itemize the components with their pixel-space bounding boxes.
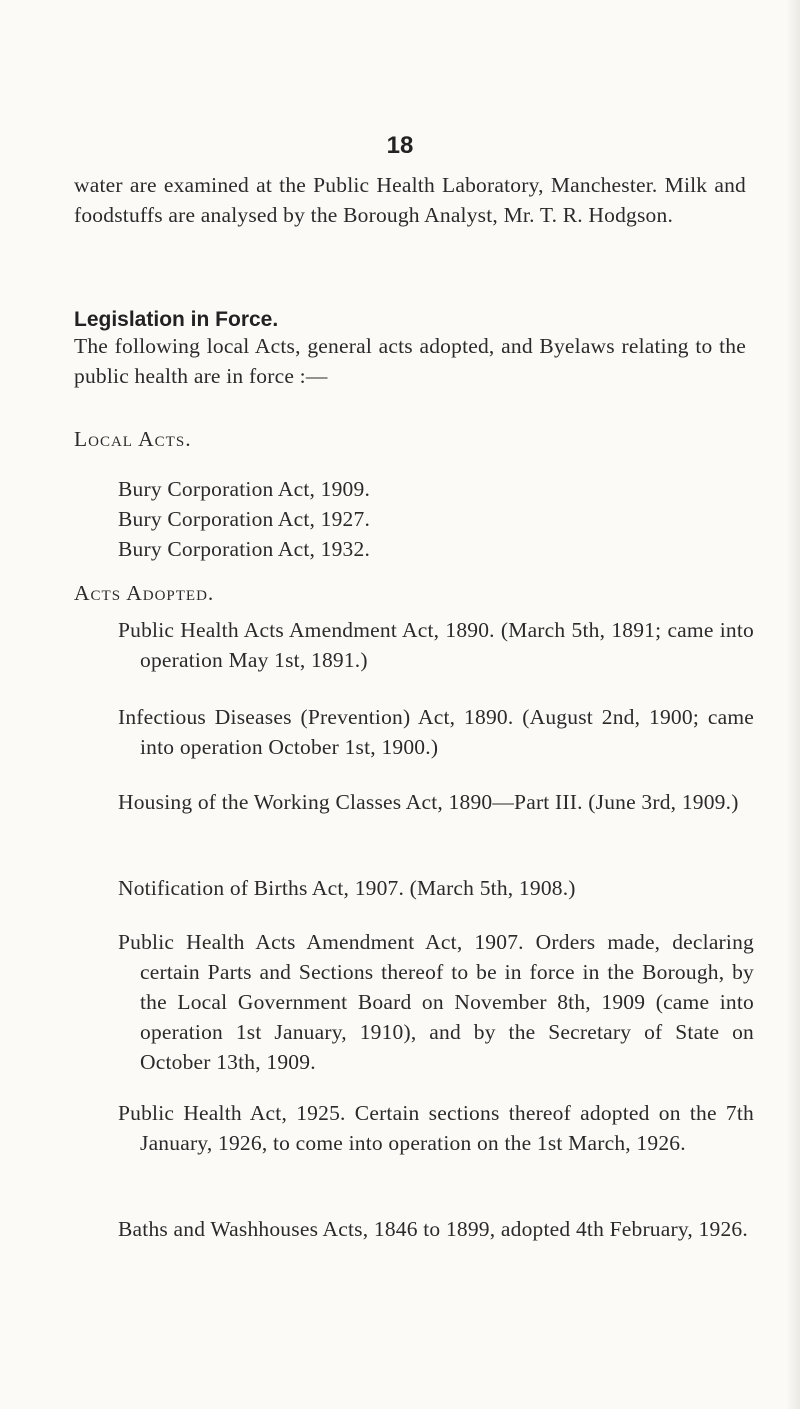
adopted-act-entry: Housing of the Working Classes Act, 1890—Part III. (June 3rd, 1909.): [118, 790, 739, 814]
adopted-act-entry: Public Health Acts Amendment Act, 1890. (March 5th, 1891; came into operation May 1st, 1891.): [118, 618, 754, 672]
adopted-act-entry: Public Health Act, 1925. Certain sections thereof adopted on the 7th January, 1926, to come into operation on the 1st March, 1926.: [118, 1101, 754, 1155]
local-act-item: Bury Corporation Act, 1927.: [118, 507, 371, 531]
local-acts-heading: Local Acts.: [74, 427, 192, 451]
page-edge-shadow: [786, 0, 800, 1409]
legislation-intro: The following local Acts, general acts adopted, and Byelaws relating to the public health are in force :—: [74, 334, 746, 388]
acts-adopted-heading: Acts Adopted.: [74, 581, 215, 605]
adopted-act-entry: Public Health Acts Amendment Act, 1907. Orders made, declaring certain Parts and Sections thereof to be in force in the Borough, by the Local Government Board on November 8th, 1909 (came into operation 1st January, 1910), and by the Secretary of State on October 13th, 1909.: [118, 930, 754, 1074]
adopted-act-entry: Notification of Births Act, 1907. (March 5th, 1908.): [118, 876, 576, 900]
page-number: 18: [386, 132, 414, 159]
legislation-heading: Legislation in Force.: [74, 308, 279, 331]
intro-paragraph: water are examined at the Public Health Laboratory, Manchester. Milk and foodstuffs are analysed by the Borough Analyst, Mr. T. R. Hodgson.: [74, 173, 746, 227]
adopted-act-entry: Infectious Diseases (Prevention) Act, 1890. (August 2nd, 1900; came into operation October 1st, 1900.): [118, 705, 754, 759]
local-act-item: Bury Corporation Act, 1932.: [118, 537, 371, 561]
adopted-act-entry: Baths and Washhouses Acts, 1846 to 1899, adopted 4th February, 1926.: [118, 1217, 748, 1241]
local-act-item: Bury Corporation Act, 1909.: [118, 477, 371, 501]
